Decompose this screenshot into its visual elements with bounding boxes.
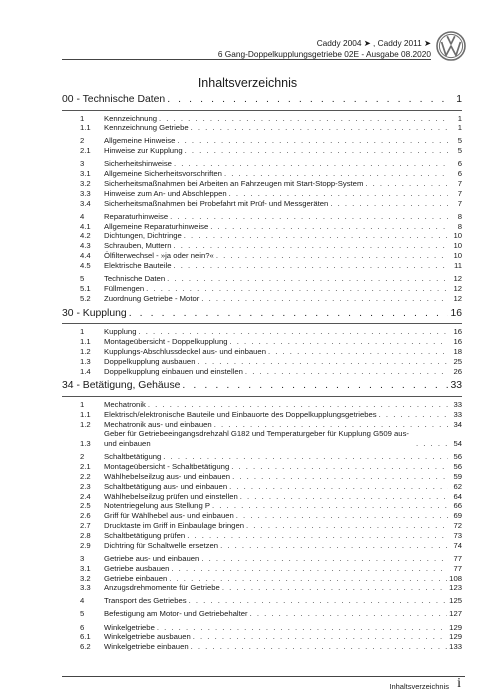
toc-entry[interactable] bbox=[62, 261, 462, 270]
toc-leader bbox=[157, 623, 447, 632]
toc-label: Sicherheitsmaßnahmen bei Probefahrt mit Prüf- und Messgeräten bbox=[104, 198, 329, 208]
toc-number: 2.8 bbox=[80, 530, 91, 540]
toc-number: 1 bbox=[80, 113, 85, 123]
toc-leader bbox=[216, 251, 448, 260]
toc-label: Getriebe aus- und einbauen bbox=[104, 553, 200, 563]
toc-number: 6 bbox=[80, 622, 85, 632]
toc-page-number: 10 bbox=[453, 231, 462, 241]
toc-leader bbox=[201, 554, 448, 563]
toc-label: Drucktaste im Griff in Einbaulage bringen bbox=[104, 521, 245, 531]
toc-entry[interactable] bbox=[62, 583, 462, 592]
toc-leader bbox=[230, 337, 448, 346]
toc-entry[interactable] bbox=[62, 596, 462, 605]
toc-entry[interactable] bbox=[62, 574, 462, 583]
toc-label: Wählhebelseilzug prüfen und einstellen bbox=[104, 491, 238, 501]
toc-number: 5 bbox=[80, 609, 85, 619]
toc-leader bbox=[236, 511, 448, 520]
toc-number: 1.2 bbox=[80, 346, 91, 356]
toc-entry[interactable] bbox=[62, 367, 462, 376]
toc-number: 4.5 bbox=[80, 261, 91, 270]
toc-entry[interactable] bbox=[62, 251, 462, 260]
toc-leader bbox=[174, 241, 448, 250]
toc-leader bbox=[229, 482, 448, 491]
toc-number: 1.2 bbox=[80, 419, 91, 429]
toc-label: Mechatronik bbox=[104, 399, 146, 409]
toc-entry[interactable] bbox=[62, 541, 462, 550]
toc-label: Doppelkupplung ausbauen bbox=[104, 356, 196, 366]
toc-label: Winkelgetriebe einbauen bbox=[104, 642, 189, 652]
toc-leader bbox=[159, 114, 448, 123]
toc-entry[interactable] bbox=[62, 410, 462, 419]
toc-leader bbox=[379, 410, 448, 419]
toc-number: 2.6 bbox=[80, 511, 91, 521]
toc-number: 2.3 bbox=[80, 481, 91, 491]
toc-number: 1 bbox=[80, 399, 85, 409]
toc-leader bbox=[185, 146, 448, 155]
toc-entry[interactable] bbox=[62, 274, 462, 283]
toc-page-number: 16 bbox=[450, 307, 462, 319]
toc-label: Kupplungs-Abschlussdeckel aus- und einbauen bbox=[104, 346, 266, 356]
toc-leader bbox=[232, 472, 448, 481]
toc-entry[interactable] bbox=[62, 400, 462, 409]
toc-leader bbox=[163, 452, 448, 461]
toc-number: 4.4 bbox=[80, 251, 91, 261]
toc-label: Hinweise zum An- und Abschleppen bbox=[104, 188, 227, 198]
toc-page-number: 25 bbox=[453, 356, 462, 366]
toc-entry[interactable] bbox=[62, 554, 462, 563]
toc-leader bbox=[174, 261, 448, 270]
toc-label: Ölfilterwechsel - »ja oder nein?« bbox=[104, 251, 214, 261]
toc-page-number: 77 bbox=[453, 553, 462, 563]
toc-page-number: 127 bbox=[449, 609, 462, 619]
toc-page-number: 12 bbox=[453, 274, 462, 284]
toc-section[interactable] bbox=[62, 380, 462, 391]
toc-page-number: 26 bbox=[453, 366, 462, 376]
toc-label: Elektrische Bauteile bbox=[104, 261, 172, 270]
toc-label: 34 - Betätigung, Gehäuse bbox=[62, 380, 181, 392]
toc-entry[interactable] bbox=[62, 222, 462, 231]
toc-page-number: 54 bbox=[453, 439, 462, 449]
toc-number: 1.1 bbox=[80, 336, 91, 346]
toc-section[interactable] bbox=[62, 94, 462, 105]
toc-label: Mechatronik aus- und einbauen bbox=[104, 419, 212, 429]
toc-number: 3.1 bbox=[80, 563, 91, 573]
toc-leader bbox=[220, 541, 448, 550]
toc-label: Sicherheitshinweise bbox=[104, 159, 172, 169]
toc-page-number: 64 bbox=[453, 491, 462, 501]
toc-number: 4.1 bbox=[80, 221, 91, 231]
toc-page-number: 74 bbox=[453, 540, 462, 550]
toc-leader bbox=[245, 367, 448, 376]
toc-leader bbox=[170, 212, 448, 221]
toc-page-number: 34 bbox=[453, 419, 462, 429]
header-models: Caddy 2004 ➤ , Caddy 2011 ➤ bbox=[316, 38, 431, 48]
toc-number: 2.5 bbox=[80, 501, 91, 511]
toc-page-number: 33 bbox=[453, 409, 462, 419]
toc-number: 4.2 bbox=[80, 231, 91, 241]
toc-leader bbox=[174, 159, 448, 168]
section-rule bbox=[62, 110, 462, 111]
toc-leader bbox=[171, 564, 448, 573]
toc-entry[interactable] bbox=[62, 462, 462, 471]
toc-label: Schaltbetätigung bbox=[104, 452, 162, 462]
toc-page-number: 10 bbox=[453, 251, 462, 261]
toc-entry[interactable] bbox=[62, 159, 462, 168]
toc-label: Montageübersicht - Schaltbetätigung bbox=[104, 461, 230, 471]
toc-entry[interactable] bbox=[62, 632, 462, 641]
toc-number: 3.2 bbox=[80, 573, 91, 583]
toc-number: 2.1 bbox=[80, 461, 91, 471]
toc-page-number: 1 bbox=[457, 123, 462, 133]
toc-entry[interactable] bbox=[62, 482, 462, 491]
toc-label: Winkelgetriebe ausbauen bbox=[104, 632, 191, 642]
toc-entry[interactable] bbox=[62, 199, 462, 208]
toc-number: 1.1 bbox=[80, 123, 91, 133]
toc-leader bbox=[184, 231, 448, 240]
toc-page-number: 56 bbox=[453, 452, 462, 462]
toc-label: Kennzeichnung bbox=[104, 113, 158, 123]
toc-page-number: 5 bbox=[457, 146, 462, 156]
toc-entry[interactable] bbox=[62, 284, 462, 293]
toc-page-number: 77 bbox=[453, 563, 462, 573]
toc-entry[interactable] bbox=[62, 501, 462, 510]
toc-page-number: 18 bbox=[453, 346, 462, 356]
toc-page-number: 33 bbox=[450, 380, 462, 392]
toc-leader bbox=[330, 199, 448, 208]
toc-number: 5 bbox=[80, 274, 85, 284]
footer-rule bbox=[62, 676, 465, 677]
toc-page-number: 11 bbox=[454, 261, 462, 270]
toc-page-number: 33 bbox=[453, 399, 462, 409]
toc-number: 1.3 bbox=[80, 356, 91, 366]
toc-number: 3.2 bbox=[80, 179, 91, 188]
toc-number: 5.2 bbox=[80, 293, 91, 303]
toc-leader bbox=[187, 531, 448, 540]
toc-leader bbox=[268, 347, 448, 356]
toc-page-number: 8 bbox=[457, 211, 462, 221]
toc-number: 2.7 bbox=[80, 521, 91, 531]
footer-page-number: i bbox=[457, 676, 461, 691]
toc-page-number: 125 bbox=[449, 596, 462, 606]
toc-page-number: 56 bbox=[453, 461, 462, 471]
toc-entry[interactable] bbox=[62, 511, 462, 520]
toc-leader bbox=[224, 169, 448, 178]
toc-label: Dichtungen, Dichtringe bbox=[104, 231, 182, 241]
toc-page-number: 129 bbox=[449, 622, 462, 632]
toc-label: Montageübersicht - Doppelkupplung bbox=[104, 336, 228, 346]
toc-page-number: 133 bbox=[449, 642, 462, 652]
toc-label: Allgemeine Sicherheitsvorschriften bbox=[104, 169, 222, 179]
toc-label: Doppelkupplung einbauen und einstellen bbox=[104, 366, 243, 376]
toc-number: 2.1 bbox=[80, 146, 91, 156]
toc-page-number: 73 bbox=[453, 530, 462, 540]
toc-number: 4 bbox=[80, 596, 85, 606]
toc-label: Allgemeine Hinweise bbox=[104, 136, 176, 146]
toc-number: 3 bbox=[80, 159, 85, 169]
toc-label: Befestigung am Motor- und Getriebehalter bbox=[104, 609, 248, 619]
toc-entry[interactable] bbox=[62, 231, 462, 240]
toc-label: Notentriegelung aus Stellung P bbox=[104, 501, 210, 511]
toc-leader bbox=[212, 501, 448, 510]
toc-entry[interactable] bbox=[62, 429, 462, 448]
toc-label: Zuordnung Getriebe - Motor bbox=[104, 293, 200, 303]
toc-page-number: 129 bbox=[449, 632, 462, 642]
toc-label: Getriebe ausbauen bbox=[104, 563, 170, 573]
toc-number: 3.3 bbox=[80, 188, 91, 198]
toc-leader bbox=[214, 420, 448, 429]
toc-leader bbox=[139, 327, 449, 336]
toc-entry[interactable] bbox=[62, 241, 462, 250]
toc-entry[interactable] bbox=[62, 609, 462, 618]
toc-section[interactable] bbox=[62, 308, 462, 319]
toc-number: 3.1 bbox=[80, 169, 91, 179]
section-rule bbox=[62, 323, 462, 324]
toc-page-number: 10 bbox=[453, 241, 462, 251]
toc-label: Sicherheitsmaßnahmen bei Arbeiten an Fahrzeugen mit Start-Stopp-System bbox=[104, 179, 364, 188]
toc-page-number: 16 bbox=[453, 336, 462, 346]
toc-leader bbox=[246, 521, 448, 530]
toc-page-number: 1 bbox=[457, 113, 462, 123]
toc-leader bbox=[229, 189, 448, 198]
toc-label: Griff für Wählhebel aus- und einbauen bbox=[104, 511, 234, 521]
toc-label: Winkelgetriebe bbox=[104, 622, 155, 632]
toc-number: 4 bbox=[80, 211, 85, 221]
toc-number: 4.3 bbox=[80, 241, 91, 251]
toc-entry[interactable] bbox=[62, 337, 462, 346]
toc-number: 2.9 bbox=[80, 540, 91, 550]
toc-leader bbox=[191, 123, 448, 132]
toc-label: Transport des Getriebes bbox=[104, 596, 187, 606]
toc-entry[interactable] bbox=[62, 492, 462, 501]
toc-leader bbox=[189, 596, 448, 605]
toc-entry[interactable] bbox=[62, 642, 462, 651]
toc-leader bbox=[167, 94, 448, 105]
toc-leader bbox=[129, 308, 448, 319]
toc-entry[interactable] bbox=[62, 521, 462, 530]
toc-label: Geber für Getriebeeingangsdrehzahl G182 und Temperaturgeber für Kupplung G509 aus- und einbauen bbox=[104, 429, 409, 448]
toc-leader bbox=[146, 284, 448, 293]
toc-page-number: 59 bbox=[453, 471, 462, 481]
toc-label: Dichtring für Schaltwelle ersetzen bbox=[104, 540, 219, 550]
toc-label: Wählhebelseilzug aus- und einbauen bbox=[104, 471, 231, 481]
toc-entry[interactable] bbox=[62, 623, 462, 632]
toc-number: 3.4 bbox=[80, 198, 91, 208]
toc-label: Kupplung bbox=[104, 327, 137, 337]
toc-leader bbox=[197, 357, 448, 366]
toc-leader bbox=[222, 583, 447, 592]
toc-number: 1.1 bbox=[80, 409, 91, 419]
toc-leader bbox=[167, 274, 448, 283]
toc-page-number: 7 bbox=[457, 179, 462, 188]
table-of-contents bbox=[62, 0, 462, 700]
toc-page-number: 5 bbox=[457, 136, 462, 146]
toc-page-number: 62 bbox=[453, 481, 462, 491]
toc-label: Reparaturhinweise bbox=[104, 211, 169, 221]
toc-page-number: 7 bbox=[457, 198, 462, 208]
toc-label: Füllmengen bbox=[104, 283, 145, 293]
toc-leader bbox=[191, 642, 448, 651]
toc-leader bbox=[240, 492, 448, 501]
toc-number: 3 bbox=[80, 553, 85, 563]
toc-leader bbox=[365, 179, 448, 188]
toc-entry[interactable] bbox=[62, 189, 462, 198]
toc-label: Allgemeine Reparaturhinweise bbox=[104, 221, 209, 231]
toc-entry[interactable] bbox=[62, 212, 462, 221]
toc-label: Schrauben, Muttern bbox=[104, 241, 172, 251]
toc-number: 2 bbox=[80, 452, 85, 462]
toc-page-number: 16 bbox=[453, 327, 462, 337]
toc-leader bbox=[231, 462, 448, 471]
toc-entry[interactable] bbox=[62, 294, 462, 303]
footer-label: Inhaltsverzeichnis bbox=[389, 682, 449, 691]
toc-entry[interactable] bbox=[62, 357, 462, 366]
toc-leader bbox=[177, 136, 448, 145]
toc-number: 2 bbox=[80, 136, 85, 146]
toc-page-number: 72 bbox=[453, 521, 462, 531]
toc-label: Elektrisch/elektronische Bauteile und Einbauorte des Doppelkupplungsgetriebes bbox=[104, 409, 377, 419]
toc-entry[interactable] bbox=[62, 420, 462, 429]
toc-label: Hinweise zur Kupplung bbox=[104, 146, 183, 156]
toc-entry[interactable] bbox=[62, 347, 462, 356]
toc-page-number: 12 bbox=[453, 283, 462, 293]
toc-entry[interactable] bbox=[62, 472, 462, 481]
toc-page-number: 66 bbox=[453, 501, 462, 511]
toc-entry[interactable] bbox=[62, 114, 462, 123]
toc-entry[interactable] bbox=[62, 452, 462, 461]
toc-leader bbox=[416, 439, 448, 448]
toc-label: 00 - Technische Daten bbox=[62, 94, 166, 105]
toc-page-number: 8 bbox=[457, 221, 462, 231]
toc-leader bbox=[148, 400, 448, 409]
toc-page-number: 6 bbox=[457, 169, 462, 179]
toc-leader bbox=[182, 380, 448, 391]
toc-entry[interactable] bbox=[62, 146, 462, 155]
toc-entry[interactable] bbox=[62, 169, 462, 178]
toc-number: 1 bbox=[80, 327, 85, 337]
toc-number: 6.1 bbox=[80, 632, 91, 642]
toc-label: 30 - Kupplung bbox=[62, 307, 127, 319]
toc-label: Anzugsdrehmomente für Getriebe bbox=[104, 583, 220, 593]
toc-leader bbox=[201, 294, 448, 303]
header-document-title: 6 Gang-Doppelkupplungsgetriebe 02E - Ausgabe 08.2020 bbox=[217, 49, 431, 59]
toc-label: Getriebe einbauen bbox=[104, 573, 168, 583]
toc-entry[interactable] bbox=[62, 179, 462, 188]
toc-number: 2.4 bbox=[80, 491, 91, 501]
toc-number: 5.1 bbox=[80, 283, 91, 293]
toc-label: Schaltbetätigung prüfen bbox=[104, 530, 186, 540]
toc-page-number: 1 bbox=[456, 94, 462, 105]
toc-label: Technische Daten bbox=[104, 274, 166, 284]
toc-number: 6.2 bbox=[80, 642, 91, 652]
toc-label: Schaltbetätigung aus- und einbauen bbox=[104, 481, 228, 491]
toc-leader bbox=[193, 632, 447, 641]
toc-number: 1.3 bbox=[80, 439, 91, 449]
toc-page-number: 123 bbox=[449, 583, 462, 593]
toc-number: 3.3 bbox=[80, 583, 91, 593]
toc-entry[interactable] bbox=[62, 123, 462, 132]
toc-number: 1.4 bbox=[80, 366, 91, 376]
section-rule bbox=[62, 396, 462, 397]
toc-number: 2.2 bbox=[80, 471, 91, 481]
toc-leader bbox=[169, 574, 447, 583]
toc-leader bbox=[250, 609, 448, 618]
toc-entry[interactable] bbox=[62, 564, 462, 573]
toc-entry[interactable] bbox=[62, 136, 462, 145]
toc-page-number: 69 bbox=[453, 511, 462, 521]
toc-page-number: 12 bbox=[453, 293, 462, 303]
toc-leader bbox=[210, 222, 448, 231]
page-title: Inhaltsverzeichnis bbox=[197, 76, 298, 90]
toc-entry[interactable] bbox=[62, 531, 462, 540]
toc-page-number: 108 bbox=[449, 573, 462, 583]
toc-page-number: 6 bbox=[457, 159, 462, 169]
toc-page-number: 7 bbox=[457, 188, 462, 198]
toc-label: Kennzeichnung Getriebe bbox=[104, 123, 189, 133]
toc-entry[interactable] bbox=[62, 327, 462, 336]
